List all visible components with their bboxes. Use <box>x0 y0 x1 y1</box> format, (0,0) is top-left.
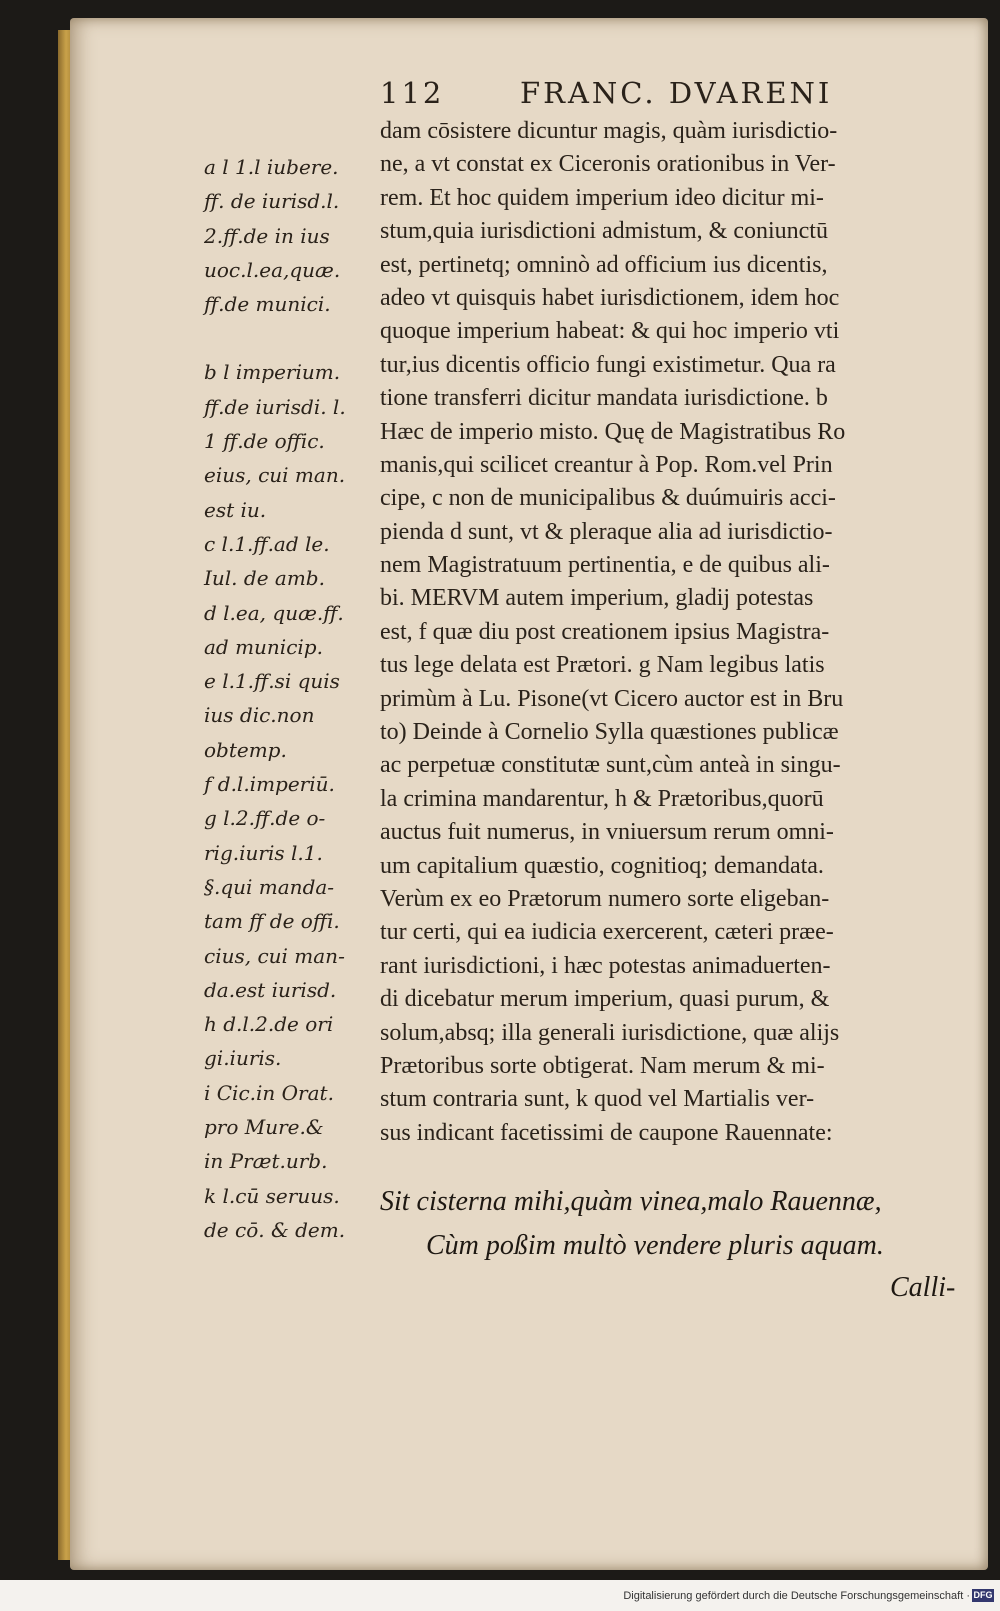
margin-note: a l 1.l iubere. <box>204 155 339 179</box>
margin-note: gi.iuris. <box>204 1046 282 1071</box>
margin-notes <box>204 152 374 1249</box>
margin-note: de cō. & dem. <box>204 1217 346 1242</box>
catchword: Calli- <box>890 1272 956 1303</box>
text-line: tur certi, qui ea iudicia exercerent, cæteri præe- <box>380 919 834 946</box>
margin-note: Iul. de amb. <box>204 566 325 591</box>
margin-note: est iu. <box>204 497 267 522</box>
text-line: dam cōsistere dicuntur magis, quàm iurisdictio- <box>380 118 838 144</box>
text-line: cipe, c non de municipalibus & duúmuiris acci- <box>380 485 836 512</box>
text-line: rem. Et hoc quidem imperium ideo dicitur mi- <box>380 184 824 211</box>
margin-note: eius, cui man. <box>204 463 346 488</box>
margin-note: rig.iuris l.1. <box>204 840 323 865</box>
margin-note: obtemp. <box>204 737 287 762</box>
text-line: est, f quæ diu post creationem ipsius Magistra- <box>380 618 830 645</box>
text-line: est, pertinetq; omninò ad officium ius dicentis, <box>380 251 828 278</box>
dfg-logo: DFG <box>973 1590 993 1600</box>
margin-note: tam ff de offi. <box>204 909 340 934</box>
margin-note: ff. de iurisd.l. <box>204 189 340 214</box>
margin-note <box>204 323 374 354</box>
margin-note: c l.1.ff.ad le. <box>204 531 330 556</box>
text-line: stum,quia iurisdictioni admistum, & coniunctū <box>380 218 828 245</box>
margin-note: k l.cū seruus. <box>204 1183 340 1208</box>
verse-line-1: Sit cisterna mihi,quàm vinea,malo Rauennæ, <box>380 1186 882 1217</box>
margin-note: g l.2.ff.de o- <box>204 806 326 831</box>
text-line: Hæc de imperio misto. Quę de Magistratibus Ro <box>380 418 846 445</box>
margin-note: ad municip. <box>204 634 323 659</box>
text-line: di dicebatur merum imperium, quasi purum, & <box>380 986 830 1013</box>
text-line: adeo vt quisquis habet iurisdictionem, idem hoc <box>380 284 840 311</box>
main-text <box>380 115 980 1150</box>
text-line: rant iurisdictioni, i hæc potestas animaduerten- <box>380 952 831 979</box>
text-line: tione transferri dicitur mandata iurisdictione. b <box>380 385 828 412</box>
verse-line-2: Cùm poßim multò vendere pluris aquam. <box>426 1230 884 1261</box>
text-line: tus lege delata est Prætori. g Nam legibus latis <box>380 652 825 679</box>
text-line: sus indicant facetissimi de caupone Rauennate: <box>380 1119 833 1146</box>
margin-note: b l imperium. <box>204 360 341 385</box>
text-line: la crimina mandarentur, h & Prætoribus,quorū <box>380 785 824 812</box>
margin-note: h d.l.2.de ori <box>204 1012 334 1037</box>
margin-note: da.est iurisd. <box>204 977 337 1002</box>
margin-note: uoc.l.ea,quæ. <box>204 257 341 282</box>
digitization-credit: Digitalisierung gefördert durch die Deutsche Forschungsgemeinschaft · <box>623 1590 970 1602</box>
text-line: nem Magistratuum pertinentia, e de quibus ali- <box>380 552 830 579</box>
margin-note: ff.de munici. <box>204 292 331 317</box>
text-line: primùm à Lu. Pisone(vt Cicero auctor est in Bru <box>380 685 844 712</box>
folio-number: 112 <box>380 76 445 110</box>
margin-note: 1 ff.de offic. <box>204 429 325 454</box>
text-line: ne, a vt constat ex Ciceronis orationibus in Ver- <box>380 151 836 178</box>
margin-note: e l.1.ff.si quis <box>204 669 340 694</box>
running-title: FRANC. DVARENI <box>520 76 833 110</box>
margin-note: i Cic.in Orat. <box>204 1080 334 1105</box>
text-line: manis,qui scilicet creantur à Pop. Rom.vel Prin <box>380 451 833 478</box>
text-line: tur,ius dicentis officio fungi existimetur. Qua ra <box>380 351 836 378</box>
running-head <box>380 76 940 112</box>
text-line: ac perpetuæ constitutæ sunt,cùm anteà in singu- <box>380 752 841 779</box>
text-line: auctus fuit numerus, in vniuersum rerum omni- <box>380 819 834 846</box>
text-line: stum contraria sunt, k quod vel Martialis ver- <box>380 1086 815 1113</box>
text-line: Prætoribus sorte obtigerat. Nam merum & mi- <box>380 1052 825 1079</box>
margin-note: 2.ff.de in ius <box>204 223 330 248</box>
text-line: um capitalium quæstio, cognitioq; demandata. <box>380 852 824 879</box>
text-line: quoque imperium habeat: & qui hoc imperio vti <box>380 318 840 345</box>
margin-note: f d.l.imperiū. <box>204 772 335 797</box>
text-line: to) Deinde à Cornelio Sylla quæstiones publicæ <box>380 719 839 746</box>
margin-note: §.qui manda- <box>204 874 335 899</box>
margin-note: ius dic.non <box>204 703 315 728</box>
margin-note: ff.de iurisdi. l. <box>204 394 346 419</box>
margin-note: d l.ea, quæ.ff. <box>204 600 344 625</box>
verse-quotation <box>380 1180 980 1268</box>
text-line: Verùm ex eo Prætorum numero sorte eligeban- <box>380 885 830 912</box>
margin-note: pro Mure.& <box>204 1115 324 1140</box>
text-line: bi. MERVM autem imperium, gladij potestas <box>380 585 814 612</box>
margin-note: in Præt.urb. <box>204 1149 328 1174</box>
margin-note: cius, cui man- <box>204 943 345 968</box>
text-line: solum,absq; illa generali iurisdictione, quæ alijs <box>380 1019 840 1046</box>
text-line: pienda d sunt, vt & pleraque alia ad iurisdictio- <box>380 518 833 545</box>
